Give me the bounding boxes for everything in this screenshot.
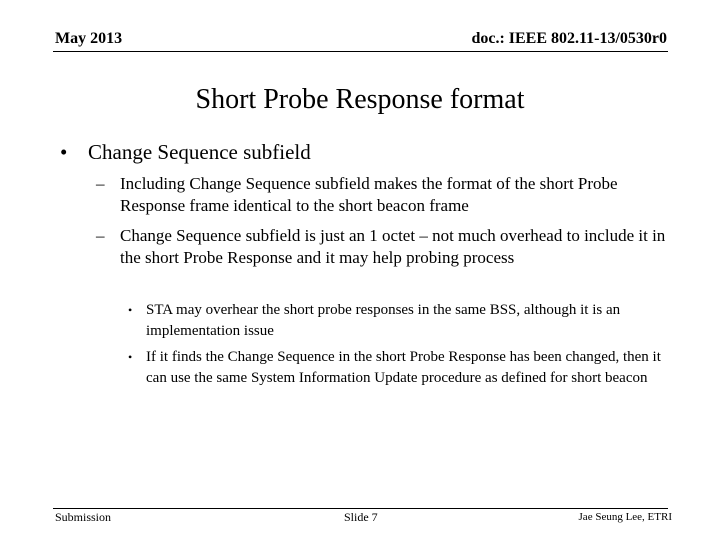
subitem-2 xyxy=(96,225,676,268)
subsubitem-marker: • xyxy=(128,303,133,317)
subsubitem-1 xyxy=(128,300,673,342)
subsubitem-text: STA may overhear the short probe responses in the same BSS, although it is an implementation issue xyxy=(146,302,621,339)
footer-author: Jae Seung Lee, ETRI xyxy=(578,511,672,523)
subitem-marker: – xyxy=(96,226,105,245)
slide-title: Short Probe Response format xyxy=(195,84,525,115)
footer-submission: Submission xyxy=(55,510,112,524)
subsubitem-marker: • xyxy=(128,350,133,364)
header-doc-id: doc.: IEEE 802.11-13/0530r0 xyxy=(471,30,667,47)
bullet-marker: • xyxy=(60,140,68,164)
header-date: May 2013 xyxy=(55,30,123,47)
bullet-text: Change Sequence subfield xyxy=(88,140,311,164)
subitem-text: Change Sequence subfield is just an 1 octet – not much overhead to include it in the short Probe Response and it may help probing process xyxy=(120,226,666,267)
subitem-1 xyxy=(96,173,676,216)
header-rule xyxy=(53,51,668,52)
subsubitem-text: If it finds the Change Sequence in the short Probe Response has been changed, then it can use the same System Information Update procedure as defined for short beacon xyxy=(146,349,661,386)
footer-slide-number: Slide 7 xyxy=(344,510,378,524)
subsubitem-2 xyxy=(128,347,673,389)
subitem-marker: – xyxy=(96,174,105,193)
subitem-text: Including Change Sequence subfield makes the format of the short Probe Response frame identical to the short beacon frame xyxy=(120,174,618,215)
footer-rule xyxy=(53,508,668,509)
